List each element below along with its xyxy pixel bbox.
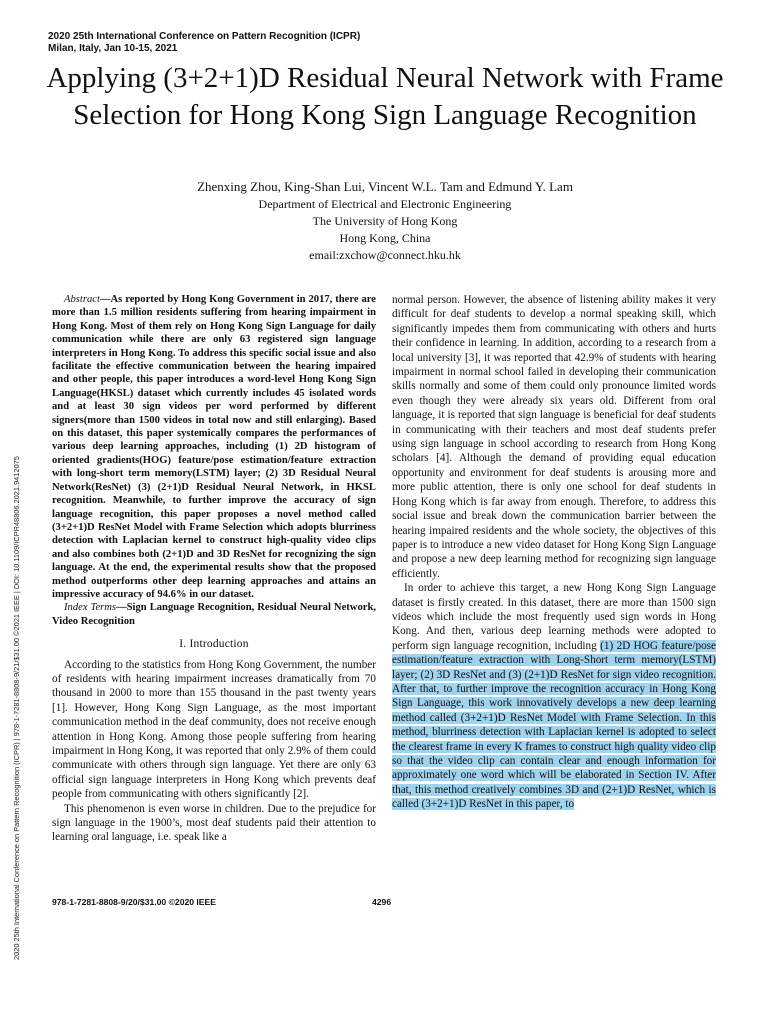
index-terms-text: —Sign Language Recognition, Residual Neural Network, Video Recognition bbox=[52, 602, 376, 627]
right-column bbox=[392, 293, 716, 812]
section-heading-introduction: I. Introduction bbox=[179, 638, 249, 651]
highlighted-text[interactable]: (1) 2D HOG feature/pose estimation/feature extraction with Long-Short term memory(LSTM) layer; (2) 3D ResNet and (3) (2+1)D ResNet for sign video recognition. After that, to further improve the recognition accuracy in Hong Kong Sign Language, this work innovatively develops a new deep learning method called (3+2+1)D ResNet Model with Frame Selection. In this method, blurriness detection with Laplacian kernel is adopted to select the clearest frame in every K frames to construct high quality video clip so that the video clip can contain clear and enough information for approximately one word which will be elaborated in Section IV. After that, this method creatively combines 3D and (2+1)D ResNet, which is called (3+2+1)D ResNet in this paper, to bbox=[392, 639, 716, 811]
right-paragraph-2 bbox=[392, 581, 716, 812]
conference-location: Milan, Italy, Jan 10-15, 2021 bbox=[48, 43, 178, 54]
abstract-label: Abstract bbox=[64, 294, 100, 305]
affiliation-location: Hong Kong, China bbox=[339, 231, 431, 245]
right-paragraph-2-text: In order to achieve this target, a new Hong Kong Sign Language dataset is firstly created. In this dataset, there are more than 1500 sign videos which include the most frequently used sign words in Hong Kong. And then, various deep learning methods were adopted to perform sign language recognition, including bbox=[392, 582, 716, 652]
affiliation-department: Department of Electrical and Electronic Engineering bbox=[258, 197, 512, 211]
paper-title: Applying (3+2+1)D Residual Neural Network with Frame Selection for Hong Kong Sign Language Recognition bbox=[46, 62, 724, 131]
abstract bbox=[52, 293, 376, 601]
conference-name: 2020 25th International Conference on Pattern Recognition (ICPR) bbox=[48, 31, 361, 42]
left-column bbox=[52, 293, 376, 845]
affiliation-university: The University of Hong Kong bbox=[312, 214, 458, 228]
index-terms bbox=[52, 601, 376, 628]
author-email: email:zxchow@connect.hku.hk bbox=[309, 248, 461, 262]
index-terms-label: Index Terms bbox=[64, 602, 117, 614]
intro-paragraph-2: This phenomenon is even worse in children. Due to the prejudice for sign language in the 1900’s, most deaf students paid their attention to learning oral language, i.e. speak like a bbox=[52, 802, 376, 844]
affiliation bbox=[40, 196, 730, 264]
author-list: Zhenxing Zhou, King-Shan Lui, Vincent W.L. Tam and Edmund Y. Lam bbox=[197, 179, 573, 194]
page-number: 4296 bbox=[372, 897, 392, 907]
intro-paragraph-1: According to the statistics from Hong Kong Government, the number of residents with hearing impairment increases dramatically from 70 thousand in 2000 to more than 155 thousand in the past twenty years [1]. However, Hong Kong Sign Language, as the most important communication method in the deaf community, does not receive enough attention in Hong Kong. Among those people suffering from hearing impairment in Hong Kong, it was reported that only 2.9% of them could communicate with others through sign language. Yet there are only 63 official sign language interpreters in Hong Kong which prevents deaf people from communicating with others significantly [2]. bbox=[52, 658, 376, 801]
doi-sidebar: 2020 25th International Conference on Pattern Recognition (ICPR) | 978-1-7281-8808-9/21/$31.00 ©2021 IEEE | DOI: 10.1109/ICPR48806.2021.9412075 bbox=[12, 456, 21, 960]
footer-isbn: 978-1-7281-8808-9/20/$31.00 ©2020 IEEE bbox=[52, 897, 217, 907]
abstract-text: —As reported by Hong Kong Government in 2017, there are more than 1.5 million residents suffering from hearing impairment in Hong Kong. Most of them rely on Hong Kong Sign Language for daily communication while there are only 63 registered sign language interpreters in Hong Kong. To address this specific social issue and also facilitate the effective communication between the hearing impaired and other people, this paper introduces a word-level Hong Kong Sign Language(HKSL) dataset which currently includes 45 isolated words and at least 30 sign videos per word performed by different signers(more than 1500 videos in total now and still enlarging). Based on this dataset, this paper systemically compares the performances of various deep learning approaches, including (1) 2D histogram of oriented gradients(HOG) feature/pose estimation/feature extraction with long-short term memory(LSTM) layer; (2) 3D Residual Neural Network(ResNet) (3) (2+1)D Residual Neural Network, in HKSL recognition. Meanwhile, to further improve the accuracy of sign language recognition, this paper proposes a novel method called (3+2+1)D ResNet Model with Frame Selection which adopts blurriness detection with Laplacian kernel to construct high-quality video clips and also combines both (2+1)D and 3D ResNet for recognizing the sign language. At the end, the experimental results show that the proposed method outperforms other deep learning approaches and attains an impressive accuracy of 94.6% in our dataset. bbox=[52, 294, 376, 600]
right-paragraph-1: normal person. However, the absence of listening ability makes it very difficult for deaf students to develop a normal speaking skill, which significantly impedes them from communicating with others and hurts their confidence in learning. In addition, according to a research from a local university [3], it was reported that 42.9% of students with hearing impairment in normal school failed in developing their communication skills normally and some of them could only pronounce limited words even though they were already six years old. Different from oral language, it is reported that sign language is beneficial for deaf students in communicating with their teachers and most deaf students prefer using sign language in school according to research from Hong Kong scholars [4]. Although the demand of providing equal education opportunity and environment for deaf students is arousing more and more public attention, there is only one school for deaf students in Hong Kong which is far away from enough. Therefore, to address this social issue and break down the communication barrier between the hearing impaired residents and the whole society, the objectives of this paper is to introduce a new video dataset for Hong Kong Sign Language and propose a new deep learning method for recognizing sign language efficiently. bbox=[392, 294, 716, 580]
conference-header bbox=[48, 31, 468, 55]
